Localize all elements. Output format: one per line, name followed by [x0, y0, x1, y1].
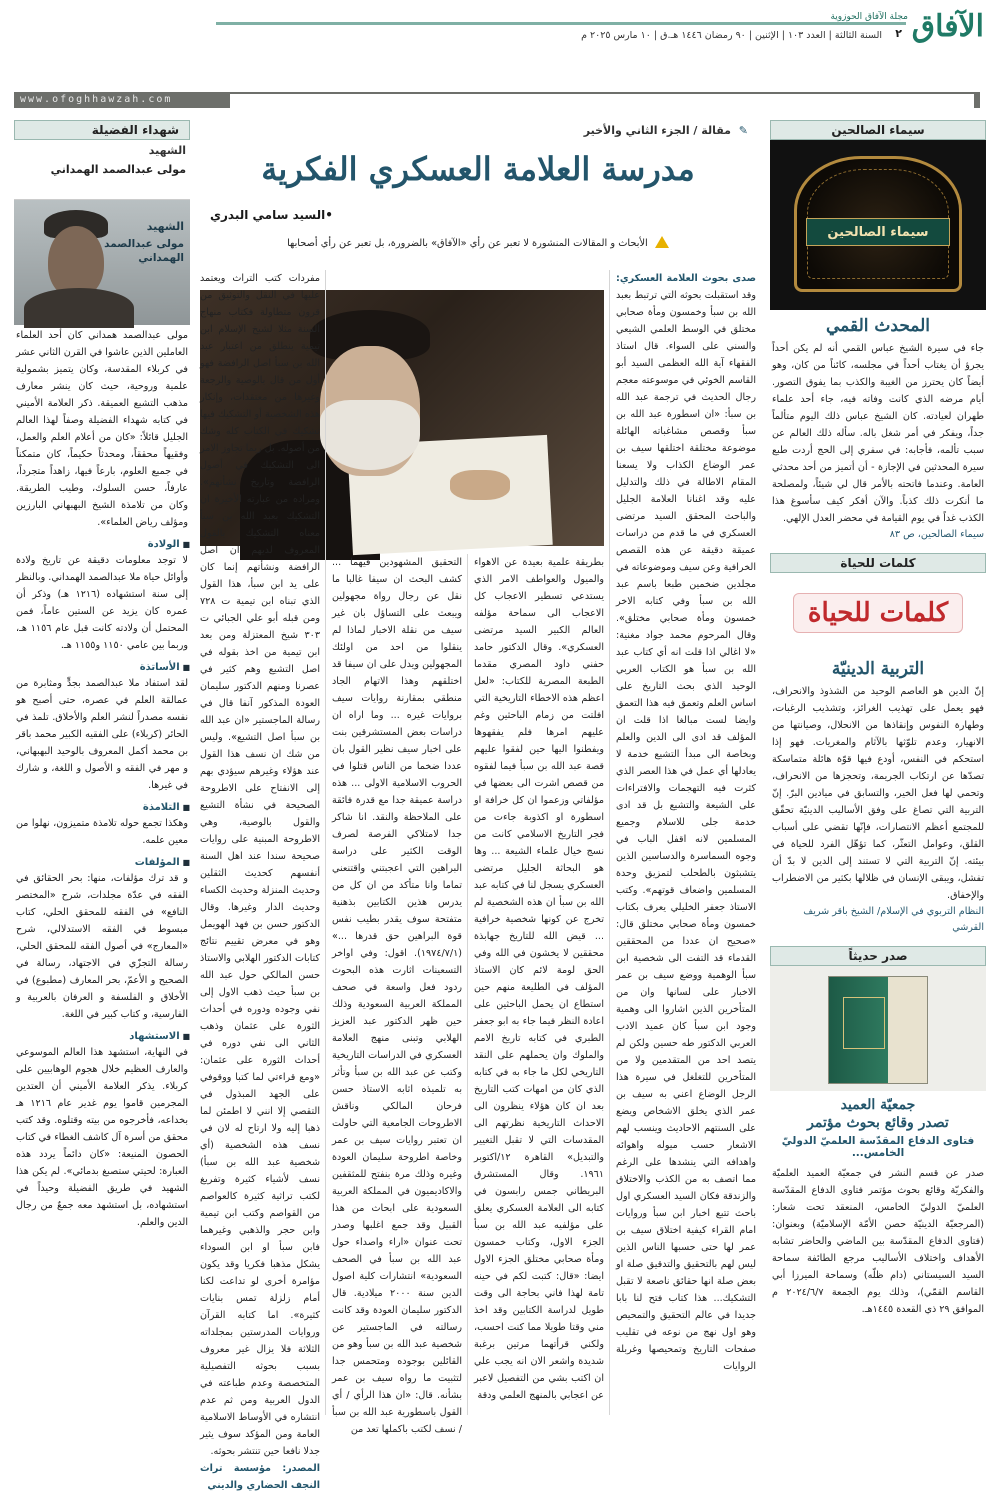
ameed-body: صدر عن قسم النشر في جمعيّة العميد العلميّة والفكريّة وقائع بحوث مؤتمر فتاوى الدفاع المقدّسة العلميّ الدوليّ الخامس، المنعقد تحت شعار: (المرجعيّة الدينيّة حصن الأمّة الإسلاميّة) وبعنوان: (فتاوى الدفاع المقدّسة بين الماضي والحاضر تشابه الأهداف واختلاف الأساليب مرجع الطائفة سماحة السيد السيستاني (دام ظلّه) وسماحة الميرزا أبي القاسم القمّي)، وذلك يوم الجمعة ٢٠٢٤/٦/٧ م الموافق ٢٩ ذي القعدة ١٤٤٥هـ.: [772, 1168, 984, 1315]
kicker-text: مقالة / الجزء الثاني والأخير: [583, 124, 731, 137]
disclaimer-text: الأبحاث و المقالات المنشورة لا تعبر عن رأي «الآفاق» بالضرورة، بل تعبر عن رأي أصحابها: [287, 238, 648, 249]
ameed-heading: جمعيّة العميد: [840, 1097, 916, 1113]
saliheen-artwork: [770, 140, 986, 310]
issue-line: السنة الثالثة | العدد ١٠٣ | الإثنين | ٩٠ رمضان ١٤٤٦ هـ.ق | ١٠ مارس ٢٠٢٥ م: [581, 30, 882, 41]
shaheed-intro: مولى عبدالصمد همداني كان أحد العلماء العاملين الذين عاشوا في القرن الثاني عشر في كربلاء المقدسة، وكان يتميز بشمولية علمية وروحية، حيث كان ينشر معارف مذهب التشيع العميقة. ذكر العلامة الأميني في كتابه شهداء الفضيلة وصفاً لهذا العالم الجليل قائلاً: «كان من أعلام العلم والعمل، وفقيهاً محققاً، ومحدثاً حكيماً، كان متمكناً في جميع العلوم، بارعاً فيها، زاهداً متجرداً، عارفاً، حسن السلوك، وطيب الطريقة. وكان من تلامذة الشيخ البهبهاني البارزين ومؤلف رياض العلماء».: [16, 330, 188, 528]
pen-icon: ✎: [738, 124, 748, 137]
article-column-4: [200, 270, 320, 1491]
kalimat-logo: كلمات للحياة: [793, 593, 963, 633]
photo-beard: [320, 400, 420, 470]
section-title-saliheen: سيماء الصالحين: [770, 120, 986, 140]
article-columns: [200, 270, 756, 1491]
article-author: •السيد سامي البدري: [210, 208, 333, 222]
kalimat-banner: [770, 573, 986, 653]
right-sidebar: [770, 120, 986, 1318]
grey-rule: [230, 92, 980, 108]
heading-martyrdom: ■ الاستشهاد: [14, 1031, 190, 1042]
text-birth: لا توجد معلومات دقيقة عن تاريخ ولادة وأوائل حياة ملا عبدالصمد الهمداني. وبالنظر إلى سنة استشهاده (١٢١٦ هـ) وذكر أن عمره كان يزيد عن الستين عاماً، فمن المحتمل أن ولادته كانت قبل عام ١١٥٦ هـ، وربما بين عامي ١١٥٠ و١١٥٥ هـ.: [16, 555, 188, 651]
photo-hand: [450, 470, 510, 500]
text-teachers: لقد استفاد ملا عبدالصمد بجدٍّ ومثابرة من عمالقة العلم في عصره، حتى أصبح هو نفسه مصدراً لنشر العلم والأخلاق. تلمذ في الحائر (كربلاء) على الفقيه الكبير محمد باقر بن محمد أكمل المعروف بالوحيد البهبهاني، و مهر في الفقه و الأصول و اللغة، و شارك في غيرها.: [16, 678, 188, 791]
portrait-caption-name: مولى عبدالصمد الهمداني: [104, 238, 184, 264]
section-title-kalimat: كلمات للحياة: [770, 553, 986, 573]
shaheed-portrait: [14, 200, 190, 325]
section-title-new-release: صدر حديثاً: [770, 946, 986, 966]
heading-teachers: ■ الأساتذة: [14, 662, 190, 673]
article-title: مدرسة العلامة العسكري الفكرية: [261, 150, 695, 188]
column-divider: [467, 554, 468, 1415]
article-column-2: بطريقة علمية بعيدة عن الاهواء والميول والعواطف الامر الذي يستدعي تسطير الاعجاب كل الاعجاب الى سماحة مؤلفه العالم الكبير السيد مرتضى العسكري». وقال الدكتور حامد حفني داود المصري مقدما الطبعة المصرية للكتاب: «لعل اعظم هذه الاخطاء التاريخية التي افلتت من زمام الباحثين وغم عليهم امرها فلم يفقهوها ويفطنوا اليها حين لفقوا عليهم قصة عبد الله بن سبأ فيما لفقوه من قصص اشرت الى بعضها في مؤلفاتي وزعموا ان كل خرافة او اسطورة او اكذوبة جاءت من فجر التاريخ الاسلامي كانت من نسج خيال علماء الشيعة ... وها هو البحاثة الجليل مرتضى العسكري يسجل لنا في كتابه عبد الله بن سبأ ان هذه الشخصية لم تخرج عن كونها شخصية خرافية ... قيض الله للتاريخ جهابذة محققين لا يخشون في الله وفي الحق لومة لائم كان الاستاذ المؤلف في الطليعة منهم حين استطاع ان يحمل الباحثين على اعادة النظر فيما جاء به ابو جعفر الطبري في كتابه تاريخ الامم والملوك وان يحملهم على النقد التاريخي لكل ما جاء به في كتابه الذي كان من امهات كتب التاريخ بعد ان كان هؤلاء ينظرون الى الاحداث التاريخية نظرتهم الى المقدسات التي لا تقبل التغيير والتبديل» القاهرة ١٢/اكتوبر ١٩٦١. وقال المستشرق البريطاني جمس رابسون في كتابه الى العلامة العسكري يعلق على مؤلفيه عبد الله بن سبأ الجزء الاول، وكتاب خمسون ومأة صحابي مختلق الجزء الاول ايضا: «قال: كتبت لكم في حينه تامة لهذا فاني بحاجة الى وقت طويل لدراسة الكتابين وقد اخذ مني وقتا طويلا مما كنت احسب، ولكني قرأتهما مرتين برغبة شديدة واشعر الان انه يجب علي ان اكتب بشي من التفصيل لاعبر عن اعجابي بالمنهج العلمي ودقة: [474, 557, 604, 1401]
column1-heading: صدى بحوث العلامة العسكري:: [616, 273, 756, 284]
column-divider: [325, 270, 326, 1415]
article-column-3: التحقيق المشهودين فيهما ... كشف البحث ان سيفا غالبا ما نقل عن رجال رواة مجهولين ويبعث على التساؤل بان غير سيف من نقلة الاخبار لماذا لم ينقلوا من احد من اولئك المجهولين ويدل على ان سيفا قد اختلقهم وهذا الاتهام الجاد منطقي بمقارنة روايات سيف بروايات غيره ... وما اراه ان دراسات بعض المستشرقين بنت على اخبار سيف نظير القول بان عددا ضخما من الناس قتلوا في الحروب الاسلامية الاولى ... هذه دراسة عميقة جدا مع قدرة فائقة على الملاحظة والنقد. انا شاكر جدا لامتلاكي الفرصة لصرف الوقت الكثير على دراسة البراهين التي اعجبتني واقتنعني تماما وانا متأكد من ان كل من يدرس هذين الكتابين بذهنية متفتحة سوف يقدر بطيب نفس قوة البراهين حق قدرها ...» (١٩٧٤/٧/١). اقول: وفي اواخر التسعينات اثارت هذه البحوث ردود فعل واسعة في صحف المملكة العربية السعودية وذلك حين ظهر الدكتور عبد العزيز الهلابي وتبنى منهج العلامة العسكري في الدراسات التاريخية وكتب عن عبد الله بن سبأ وتأثر به تلميذه اثابه الاستاذ حسن فرحان المالكي وناقش الاطروحات الجامعية التي حاولت ان تعتبر روايات سيف بن عمر وخاصة اطروحة سليمان العودة وغيره وذلك مرة بنفتح للمثقفين والاكاديميون في المملكة العربية السعودية على ابحاث من هذا القبيل وقد جمع اغلبها وصدر تحت عنوان «اراء واصداء حول عبد الله بن سبأ في الصحف السعودية» انتشارات كلية اصول الدين سنة ٢٠٠٠ ميلادية. قال الدكتور سليمان العودة وقد كانت رسالته في الماجستير عن شخصية عبد الله بن سبأ وهو من القائلين بوجوده ومتحمس جدا لتثبيت ما رواه سيف بن عمر بشأنه. قال: «ان هذا الرأي / أي القول باسطورية عبد الله بن سبأ / نسف لكتب باكملها تعد من: [332, 557, 462, 1435]
portrait-caption: [94, 220, 184, 265]
tarbiya-heading: التربية الدينيّة: [831, 659, 925, 679]
heading-works: ■ المؤلفات: [14, 857, 190, 868]
left-sidebar: [14, 120, 190, 1233]
column4-text: مفردات كتب التراث ويعتمد عليها في النقل والتوثيق من قرون متطاولة فكتاب منهاج السنة مثلا لشيخ الإسلام ابن تيمية ينطلق من اعتبار عبد الله بن سبأ اصل الرافضة فهو أول من قال بالوصية والرجعة وغيرها من معتقدات، وإنكار هذه الشخصية أو التشكيك فيها تشكيك في الكتاب كله وشك من أصوله. بل ربما تجاوز الامر الى التشكيك في أصول الرافضة وتاريخ نشأتهم». ومراده من عبارته الأخيرة ان التشكيك بعبد الله بن سبأ معناه التشكيك بالقول المعروف لديهم ان اصل الرافضة ونشأتهم إنما كان على يد ابن سبأ، هذا القول الذي تبناه ابن تيمية ت ٧٢٨ ومن قبله أبو علي الجبائي ت ٣٠٣ شيخ المعتزلة ومن بعد ابن تيمية من اخذ بقوله في اصل التشيع وهم كثير في عصرنا ومنهم الدكتور سليمان العودة المذكور آنفا قال في رسالة الماجستير «ان عبد الله بن سبأ اصل التشيع». وليس من شك ان نسف هذا القول عند هؤلاء وغيرهم سيؤدي بهم إلى الانفتاح على الاطروحة الصحيحة في نشأة التشيع والقول بالوصية، وهي الاطروحة المبنية على روايات صحيحة سندا عند اهل السنة أنفسهم كحديث الثقلين وحديث المنزلة وحديث الكساء وحديث الدار وغيرها. وقال الدكتور حسن بن فهد الهويمل وهو في معرض تقييم نتائج كتابات الدكتور الهلابي والاستاذ حسن المالكي حول عبد الله بن سبأ حيث ذهب الاول إلى نفي وجوده ودوره في أحداث الثورة على عثمان وذهب الثاني الى نفي دوره في أحداث الثورة على عثمان: «ومع قراءتي لما كتبا ووقوفي على الجهد المبذول في التقصي إلا انني لا اطمئن لما ذهبا إليه ولا ارتاح له لان في نسف هذه الشخصية (أي شخصية عبد الله بن سبأ) نسف لأشياء كثيرة وتفريغ لكتب تراثية كثيرة كالعواصم من القواصم وكتب ابن تيمية وابن حجر والذهبي وغيرهما فابن سبأ او ابن السوداء يشكل مذهبا فكريا وقد يكون مؤامرة أخرى لو تداعت لكنا أمام زلزلة تمس بنايات كثيرة». اما كتابه القرآن وروايات المدرستين بمجلداته الثلاثة فلا يزال غير معروف بسبب بحوثه التفصيلية المتخصصة وعدم طباعته في الدول العربية ومن ثم عدم انتشاره في الأوساط الاسلامية العامة ومن المؤكد سوف يثير جدلا نافعا حين تنتشر بحوثه.: [200, 273, 320, 1457]
website-url[interactable]: www.ofoghhawzah.com: [14, 92, 230, 108]
article-source: المصدر: مؤسسة تراث النجف الحضاري والديني: [200, 1463, 320, 1491]
artwork-label: سيماء الصالحين: [806, 218, 950, 246]
column1-text: وقد استقبلت بحوثه التي ترتبط بعبد الله بن سبأ وخمسون ومأة صحابي مختلق في الوسط العلمي الشيعي والسني على السواء. قال استاذ الفقهاء آية الله العظمى السيد أبو القاسم الخوئي في موسوعته معجم رجال الحديث في ترجمة عبد الله بن سبأ: «ان اسطورة عبد الله بن سبأ وقصص مشاغباته الهائلة موضوعة مختلقة اختلقها سيف بن عمر الوضاع الكذاب ولا يسعنا المقام الاطالة في ذلك والتدليل عليه وقد اغنانا العلامة الجليل والباحث المحقق السيد مرتضى العسكري في ما قدم من دراسات عميقة دقيقة عن هذه القصص الخرافية وعن سيف وموضوعاته في مجلدين ضخمين طبعا باسم عبد الله بن سبأ وفي كتابه الاخر خمسون ومأة صحابي مختلق». وقال المرحوم محمد جواد مغنية: «لا اغالي اذا قلت انه أي كتاب عبد الله بن سبأ هو الكتاب العربي الوحيد الذي بحث التاريخ على اساس العلم وتعمق فيه هذا التعمق وايضا لست مبالغا اذا قلت ان المؤلف قد ادى الى الدين والعلم وبخاصة الى مبدأ التشيع خدمة لا يعادلها أي عمل في هذا العصر الذي كثرت فيه التهجمات والافتراءات على الشيعة والتشيع بل قد ادى خدمة جلى للاسلام وجميع المسلمين لانه اقفل الباب في وجوه السماسرة والدساسين الذين يتشبثون بالطحلب لتمزيق وحدة المسلمين واضعاف قوتهم». وكتب الاستاذ جعفر الخليلي يعرف بكتاب خمسون ومأة صحابي مختلق قال: «صحيح ان عددا من المحققين القدماء قد التفت الى شخصية ابن سبأ الوهمية ووضع سيف بن عمر الاخبار على لسانها وان من المتأخرين الذين اشاروا الى وهمية وجود ابن سبأ كان عميد الادب العربي الدكتور طه حسين ولكن لم يتصد احد من المتقدمين ولا من المتأخرين للتغلغل في سيرة هذا الرجل الوضاع اعني به سيف بن عمر الذي يخلق الاشخاص ويضع على السنتهم الاحاديث وينسب لهم الاشعار حسب ميوله واهوائه واهدافه التي ينشدها على الرغم مما اتصف به من الكذب والاختلاق والزندقة فكان السيد العسكري اول باحث تتبع اخبار ابن سبأ وروايات امام القراء كيفية اختلاق سيف بن عمر لها حتى حسبها الناس الذين ليس لهم بالتحقيق والتدقيق صلة او بعض صلة انها حقائق ناصعة لا تقبل التشكيك... هذا كتاب فتح لنا بابا جديدا في عالم التحقيق والتمحيص وهو اول نهج من نوعه في تقليب صفحات التاريخ وتمحيصها وغربلة الروايات: [616, 290, 756, 1372]
article-column-1: [616, 270, 756, 1415]
book-cover: [828, 976, 928, 1084]
ameed-subheading-2: فتاوى الدفاع المقدّسة العلميّ الدوليّ الخامس...: [781, 1135, 975, 1159]
saliheen-source: سيماء الصالحين، ص ٨٣: [889, 529, 984, 540]
heading-birth: ■ الولادة: [14, 539, 190, 550]
section-title-shuhada: شهداء الفضيلة: [14, 120, 190, 140]
page-number: ٢: [895, 27, 902, 40]
text-works: و قد ترك مؤلفات، منها: بحر الحقائق في الفقه في عدّة مجلدات، شرح «المختصر النافع» في الفقه للمحقق الحلي، كتاب مبسوط في الفقه الاستدلالي، شرح «المعارج» في أصول الفقه للمحقق الحلي، رسالة التجزّي في الاجتهاد، رسالة في الصحيح و الأعمّ، بحر المعارف (مطبوع) في الأخلاق و الفلسفة و العرفان بالعربية و الفارسية، و كتاب كبير في اللغة.: [16, 873, 188, 1020]
saliheen-heading: المحدث القمي: [825, 316, 931, 336]
tarbiya-source: النظام التربوي في الإسلام/ الشيخ باقر شريف القرشي: [803, 906, 984, 933]
disclaimer: [200, 236, 756, 249]
text-students: وهكذا تجمع حوله تلامذة متميزون، نهلوا من معين علمه.: [16, 818, 188, 846]
article-kicker: [200, 120, 756, 142]
portrait-caption-label: الشهيد: [146, 220, 184, 233]
shaheed-label: الشهيد: [148, 144, 186, 157]
saliheen-body: جاء في سيرة الشيخ عباس القمي أنه لم يكن أحداً يجرؤ أن يغتاب أحداً في مجلسه، كائناً من كان، وهو أيضاً كان يحترز من الغيبة والكذب بما يفوق التصور. أيام مرضه الذي كانت وفاته فيه، جاء أحد علماء طهران لعيادته. كان الشيخ عباس ذلك اليوم متألماً جداً، ويفكر في أمر شغل باله. سأله ذلك العالم عن سبب تألمه، فأجابه: في سفري إلى الحج أردت طبع سيرة المحدثين في الإجازة - أن أتميز من أحد محدثي العامة. وعندما فاتحته بالأمر قال لي شيئاً، ولمصلحة ما أنكرت ذلك كذباً. والآن أفكر كيف سأسوغ هذا الكذب غداً في يوم القيامة في محضر العدل الإلهي.: [772, 343, 984, 524]
text-martyrdom: في النهاية، استشهد هذا العالم الموسوعي والعارف العظيم خلال هجوم الوهابيين على كربلاء. يذكر العلامة الأميني أن العتدين المجرمين قاموا يوم غدير عام ١٢١٦ هـ بخداعه، فأخرجوه من بيته وقتلوه. وقد كتب محقق من أسرة آل كاشف الغطاء في كتاب الحصون المنيعة: «كان دائماً يردد هذه العبارة: لحيتي ستصبغ بدمائي». لم يكن هذا الشهيد في طريق الفضيلة وحيداً في استشهاده، بل استشهد معه جمعٌ من رجال الدين والعلم.: [16, 1047, 188, 1228]
magazine-logo: الآفاق: [911, 9, 984, 44]
page-header: [0, 0, 1000, 120]
tarbiya-body: إنّ الدين هو العاصم الوحيد من الشذوذ والانحراف، فهو يعمل على تهذيب الغرائز، وتشذيب الرغبات، وطهارة النفوس وإنقاذها من الانحلال، وصيانتها من الانهيار، وعدم تلوّثها بالآثام والمغريات. فهو إذا استحكم في النفس، أودع فيها قوّة هائلة متماسكة تصدّها عن ارتكاب الجريمة، وتحجزها من الانحراف، وتحمي لها فعل الخير، والتسابق في ميادين البرّ. إنّ التربية التي تصاغ على وفق الأساليب الدينيّة تحقّق للمجتمع أعظم الانتصارات، فإنّها تقضي على أسباب القلق، وعوامل التعثّر، كما تؤهّل الفرد للحياة في بيئته. إنّ التربية التي لا تستند إلى الدين لا بدّ أن تفشل، ويبقى الإنسان في ظلالها بكثير من الاضطراب والإخفاق.: [772, 686, 984, 901]
magazine-tagline: مجلة الآفاق الحوزوية: [830, 12, 908, 22]
column-divider: [609, 270, 610, 1415]
portrait-robe: [24, 288, 134, 328]
ameed-subheading: تصدر وقائع بحوث مؤتمر: [807, 1115, 949, 1131]
shaheed-header: [14, 140, 190, 200]
shaheed-name: مولى عبدالصمد الهمداني: [50, 163, 186, 176]
main-article: [200, 120, 756, 1491]
book-cover-image: [770, 966, 986, 1091]
heading-students: ■ التلامذة: [14, 802, 190, 813]
warning-icon: [655, 236, 669, 248]
